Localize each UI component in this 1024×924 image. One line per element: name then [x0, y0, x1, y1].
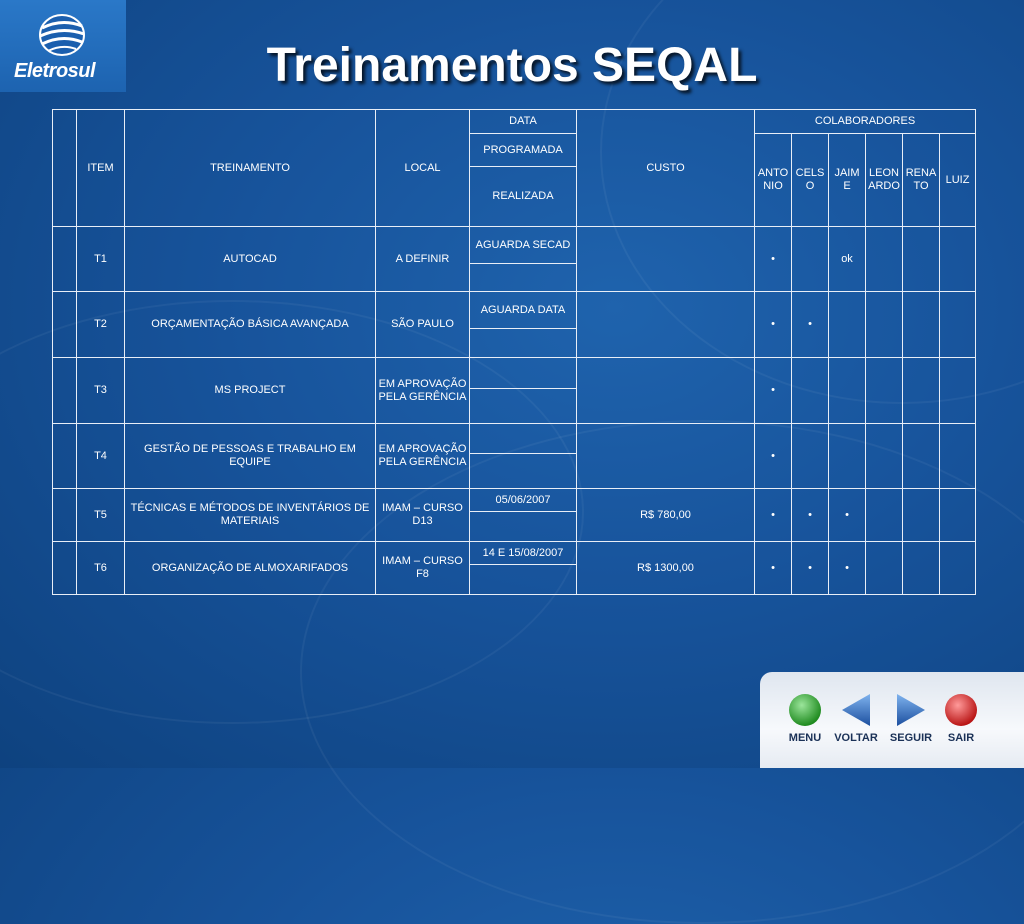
sair-button[interactable] — [936, 692, 986, 752]
cell-colab-leonardo — [866, 227, 903, 292]
cell-colab-celso: • — [792, 489, 829, 542]
cell-treinamento: GESTÃO DE PESSOAS E TRABALHO EM EQUIPE — [125, 424, 376, 489]
arrow-left-icon — [838, 692, 874, 728]
voltar-button[interactable] — [831, 692, 881, 752]
voltar-label: VOLTAR — [834, 732, 878, 744]
cell-programada — [470, 424, 577, 454]
cell-colab-jaime: • — [829, 542, 866, 595]
cell-programada: AGUARDA DATA — [470, 292, 577, 329]
header-colab-celso: CELSO — [792, 134, 829, 227]
cell-colab-luiz — [940, 292, 976, 358]
header-programada: PROGRAMADA — [470, 134, 577, 167]
header-colaboradores: COLABORADORES — [755, 110, 976, 134]
cell-colab-antonio: • — [755, 292, 792, 358]
header-item: ITEM — [77, 110, 125, 227]
cell-custo — [577, 227, 755, 292]
header-local: LOCAL — [376, 110, 470, 227]
cell-item: T4 — [77, 424, 125, 489]
cell-colab-luiz — [940, 542, 976, 595]
arrow-right-icon — [893, 692, 929, 728]
table-row — [53, 542, 976, 565]
cell-colab-celso: • — [792, 542, 829, 595]
cell-custo — [577, 424, 755, 489]
cell-item: T2 — [77, 292, 125, 358]
cell-colab-renato — [903, 227, 940, 292]
blank-cell — [53, 424, 77, 489]
green-circle-icon — [787, 692, 823, 728]
cell-colab-celso — [792, 227, 829, 292]
cell-colab-jaime: ok — [829, 227, 866, 292]
cell-local: SÃO PAULO — [376, 292, 470, 358]
header-treinamento: TREINAMENTO — [125, 110, 376, 227]
header-colab-renato: RENATO — [903, 134, 940, 227]
cell-colab-jaime — [829, 292, 866, 358]
blank-cell — [53, 542, 77, 595]
cell-programada: AGUARDA SECAD — [470, 227, 577, 264]
menu-button[interactable] — [780, 692, 830, 752]
cell-colab-antonio: • — [755, 424, 792, 489]
header-colab-jaime: JAIME — [829, 134, 866, 227]
cell-custo: R$ 780,00 — [577, 489, 755, 542]
cell-realizada — [470, 264, 577, 292]
cell-colab-luiz — [940, 358, 976, 424]
table-row — [53, 227, 976, 264]
cell-item: T5 — [77, 489, 125, 542]
cell-colab-antonio: • — [755, 358, 792, 424]
cell-realizada — [470, 329, 577, 358]
cell-colab-renato — [903, 542, 940, 595]
header-colab-luiz: LUIZ — [940, 134, 976, 227]
table-row — [53, 358, 976, 389]
cell-local: A DEFINIR — [376, 227, 470, 292]
blank-column — [53, 110, 77, 227]
cell-local: IMAM – CURSO F8 — [376, 542, 470, 595]
cell-treinamento: TÉCNICAS E MÉTODOS DE INVENTÁRIOS DE MATERIAIS — [125, 489, 376, 542]
cell-local: IMAM – CURSO D13 — [376, 489, 470, 542]
table-row — [53, 424, 976, 454]
cell-colab-renato — [903, 489, 940, 542]
cell-colab-luiz — [940, 489, 976, 542]
seguir-label: SEGUIR — [889, 732, 933, 744]
cell-realizada — [470, 565, 577, 595]
cell-treinamento: ORÇAMENTAÇÃO BÁSICA AVANÇADA — [125, 292, 376, 358]
cell-colab-antonio: • — [755, 227, 792, 292]
menu-label: MENU — [788, 732, 822, 744]
cell-custo — [577, 292, 755, 358]
cell-realizada — [470, 454, 577, 489]
logo-text: Eletrosul — [14, 60, 96, 82]
blank-cell — [53, 227, 77, 292]
header-colab-antonio: ANTONIO — [755, 134, 792, 227]
table-row — [53, 292, 976, 329]
cell-item: T3 — [77, 358, 125, 424]
cell-realizada — [470, 512, 577, 542]
cell-programada: 14 E 15/08/2007 — [470, 542, 577, 565]
header-custo: CUSTO — [577, 110, 755, 227]
cell-colab-celso — [792, 358, 829, 424]
cell-treinamento: MS PROJECT — [125, 358, 376, 424]
red-circle-icon — [943, 692, 979, 728]
cell-colab-antonio: • — [755, 542, 792, 595]
sair-label: SAIR — [947, 732, 975, 744]
cell-colab-renato — [903, 358, 940, 424]
header-colab-leonardo: LEONARDO — [866, 134, 903, 227]
cell-colab-antonio: • — [755, 489, 792, 542]
cell-local: EM APROVAÇÃO PELA GERÊNCIA — [376, 424, 470, 489]
cell-programada: 05/06/2007 — [470, 489, 577, 512]
cell-colab-leonardo — [866, 358, 903, 424]
table-row — [53, 489, 976, 512]
navigation-panel — [760, 672, 1024, 768]
cell-colab-renato — [903, 292, 940, 358]
blank-cell — [53, 292, 77, 358]
cell-colab-jaime: • — [829, 489, 866, 542]
cell-local: EM APROVAÇÃO PELA GERÊNCIA — [376, 358, 470, 424]
header-realizada: REALIZADA — [470, 167, 577, 227]
cell-colab-luiz — [940, 227, 976, 292]
cell-colab-jaime — [829, 358, 866, 424]
blank-cell — [53, 358, 77, 424]
cell-colab-leonardo — [866, 489, 903, 542]
cell-item: T1 — [77, 227, 125, 292]
cell-treinamento: AUTOCAD — [125, 227, 376, 292]
seguir-button[interactable] — [886, 692, 936, 752]
page-title: Treinamentos SEQAL — [266, 39, 758, 92]
cell-programada — [470, 358, 577, 389]
cell-colab-luiz — [940, 424, 976, 489]
cell-colab-leonardo — [866, 542, 903, 595]
cell-colab-renato — [903, 424, 940, 489]
cell-colab-celso: • — [792, 292, 829, 358]
cell-colab-leonardo — [866, 424, 903, 489]
cell-colab-leonardo — [866, 292, 903, 358]
cell-custo: R$ 1300,00 — [577, 542, 755, 595]
blank-cell — [53, 489, 77, 542]
cell-realizada — [470, 389, 577, 424]
cell-treinamento: ORGANIZAÇÃO DE ALMOXARIFADOS — [125, 542, 376, 595]
training-table — [52, 109, 976, 595]
cell-colab-jaime — [829, 424, 866, 489]
cell-colab-celso — [792, 424, 829, 489]
header-data: DATA — [470, 110, 577, 134]
cell-item: T6 — [77, 542, 125, 595]
cell-custo — [577, 358, 755, 424]
